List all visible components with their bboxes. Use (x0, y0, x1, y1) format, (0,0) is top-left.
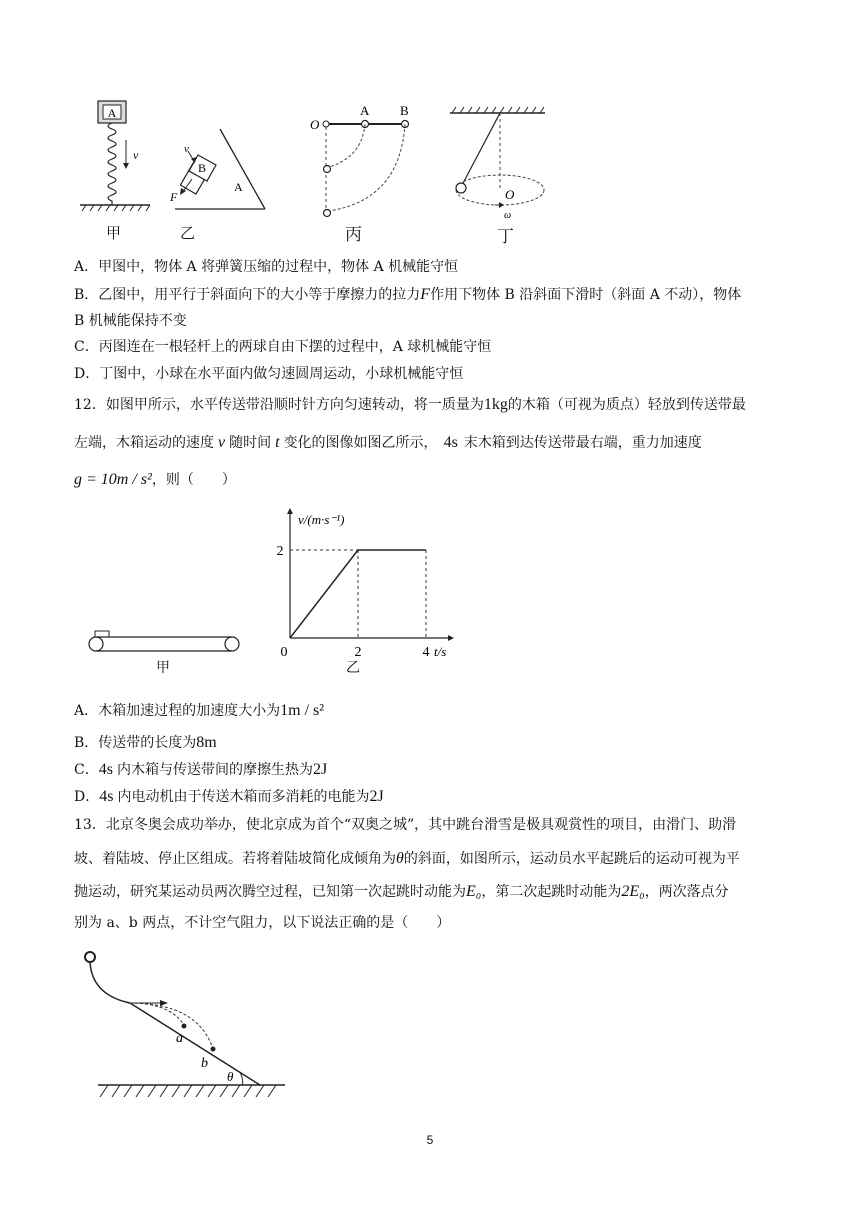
q12-option-text: 内电动机由于传送木箱而多消耗的电能为 (117, 789, 370, 805)
q12-option-text: D． (74, 789, 100, 805)
q12-option-text: C． (74, 762, 99, 778)
q12-option-c-4s: 4s (98, 761, 113, 778)
q13-text: ，两次落点分 (644, 884, 729, 900)
q12-option-d (74, 787, 384, 807)
q12-option-b (74, 733, 217, 753)
q12-4s: 4s (443, 434, 458, 451)
q11-option-b-text1: B．乙图中，用平行于斜面向下的大小等于摩擦力的拉力 (74, 287, 421, 303)
q13-2e0: 2E₀ (621, 883, 645, 900)
q12-option-text: A．木箱加速过程的加速度大小为 (74, 703, 281, 719)
page-number: 5 (426, 1133, 434, 1147)
q12-text: 12．如图甲所示，水平传送带沿顺时针方向匀速转动，将一质量为 (74, 397, 484, 413)
q12-option-d-value: 2J (369, 788, 384, 805)
q12-option-d-4s: 4s (99, 788, 114, 805)
q12-gravity: g = 10m / s² (74, 471, 152, 488)
q11-option-b-text2: 作用下物体 B 沿斜面下滑时（斜面 A 不动），物体 (430, 287, 742, 303)
q12-text: ，则（ ） (151, 472, 236, 488)
q12-option-c (74, 760, 327, 780)
q11-option-b-f: F (420, 286, 431, 303)
q12-option-text: 内木箱与传送带间的摩擦生热为 (116, 762, 313, 778)
q12-text: 随时间 (229, 435, 272, 451)
q11-option-d: D．丁图中，小球在水平面内做匀速圆周运动，小球机械能守恒 (74, 366, 464, 382)
fig-jia-caption: 甲 (106, 224, 122, 242)
q13-ski-jump-figure (80, 945, 300, 1105)
angle-theta-label: θ (227, 1069, 234, 1084)
y-axis-arrow (287, 508, 293, 514)
arrow-v-label: v (133, 148, 139, 162)
fig-bing-caption: 丙 (345, 225, 362, 245)
q13-stem-line4: 别为 a、b 两点，不计空气阻力，以下说法正确的是（ ） (74, 915, 451, 931)
q13-stem-line1: 13．北京冬奥会成功举办，使北京成为首个“双奥之城”，其中跳台滑雪是极具观赏性的项目，由滑门、助滑 (74, 817, 737, 833)
point-a-label: a (176, 1031, 183, 1046)
omega-label: ω (504, 210, 512, 221)
block-v-label: v (184, 143, 189, 155)
q12-var-v: v (218, 434, 226, 451)
q12-vt-chart (270, 500, 470, 660)
q12-option-a-value: 1m / s² (280, 702, 325, 719)
q11-option-a: A．甲图中，物体 A 将弹簧压缩的过程中，物体 A 机械能守恒 (74, 259, 459, 275)
q12-option-c-value: 2J (312, 761, 328, 778)
q12-option-a (74, 701, 324, 721)
q12-option-b-value: 8m (196, 734, 217, 751)
q11-option-c: C．丙图连在一根轻杆上的两球自由下摆的过程中，A 球机械能守恒 (74, 339, 492, 355)
force-f-label: F (170, 190, 178, 204)
q13-e0: E₀ (466, 883, 482, 900)
x-axis-label: t/s (434, 644, 447, 659)
pivot-o-label: O (310, 117, 320, 132)
q13-text: ，第二次起跳时动能为 (481, 884, 622, 900)
q12-fig-jia-caption: 甲 (156, 660, 170, 676)
ball-a-label: A (360, 103, 370, 118)
fig-yi-incline (169, 129, 265, 209)
q13-text: 抛运动，研究某运动员两次腾空过程，已知第一次起跳时动能为 (74, 884, 466, 900)
q12-text: 的木箱（可视为质点）轻放到传送带最 (507, 397, 746, 413)
fig-ding-caption: 丁 (497, 227, 514, 247)
q12-option-text: B．传送带的长度为 (74, 735, 197, 751)
center-o-label: O (505, 187, 515, 202)
block-b-label: B (197, 161, 207, 175)
fig-ding-pendulum (450, 107, 545, 221)
q11-option-b-cont: B 机械能保持不变 (74, 313, 187, 329)
q12-stem-line2 (74, 433, 702, 453)
q13-stem-line3 (74, 882, 729, 902)
fig-jia-spring (80, 101, 150, 211)
q13-text: 的斜面，如图所示，运动员水平起跳后的运动可视为平 (403, 851, 740, 867)
fig11-diagrams (70, 95, 570, 245)
q12-text: 左端，木箱运动的速度 (74, 435, 214, 451)
y-tick-label: 2 (276, 544, 284, 559)
q12-var-t: t (275, 434, 280, 451)
incline-a-label: A (234, 180, 243, 194)
q12-stem-line1 (74, 395, 746, 415)
q13-theta: θ (396, 850, 404, 867)
q12-text: 变化的图像如图乙所示， (283, 435, 438, 451)
x-tick-label: 4 (422, 645, 430, 660)
ball-b-label: B (400, 103, 409, 118)
q12-stem-line3 (74, 470, 236, 490)
q12-fig-yi-caption: 乙 (346, 660, 360, 676)
q12-mass: 1kg (483, 396, 508, 413)
fig-yi-caption: 乙 (180, 224, 196, 242)
x-axis-arrow (448, 635, 454, 641)
q12-text: 末木箱到达传送带最右端，重力加速度 (463, 435, 702, 451)
y-axis-label: v/(m·s⁻¹) (298, 512, 345, 527)
fig-bing-rod (310, 103, 409, 217)
box-a-label: A (107, 106, 117, 120)
x-tick-label: 2 (354, 645, 362, 660)
point-b-label: b (201, 1056, 208, 1071)
q13-text: 坡、着陆坡、停止区组成。若将着陆坡简化成倾角为 (74, 851, 396, 867)
q11-option-b (74, 285, 741, 305)
x-tick-label: 0 (280, 645, 288, 660)
q13-stem-line2 (74, 849, 740, 869)
